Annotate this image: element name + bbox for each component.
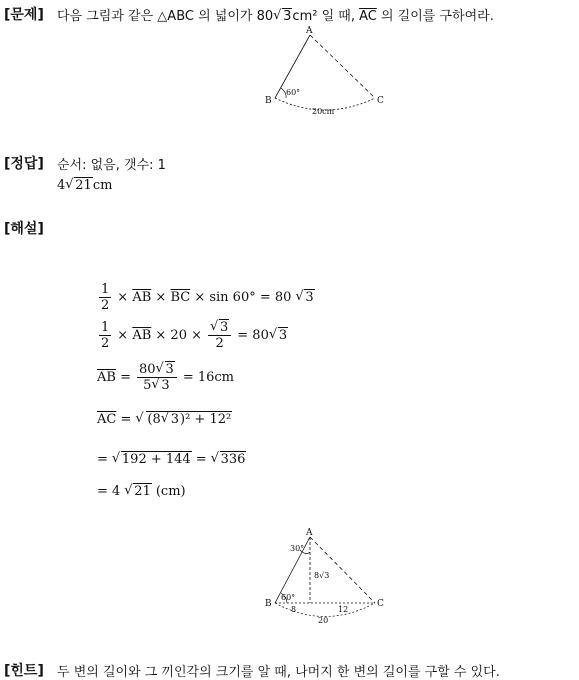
math-line-6: = 4 √ 21 (cm) [97, 484, 186, 499]
math-line-4: $\overline{AC}$ = √ (8 √ 3)² + 12² [97, 412, 232, 427]
solution-label: [해설] [4, 221, 44, 237]
angle-bottom-label: 60° [281, 593, 296, 602]
problem-sqrt: √ 3 [273, 9, 292, 24]
answer-value: 4 √ 21cm [57, 178, 112, 193]
height-label: 8√3 [314, 571, 330, 580]
problem-text-part1: 다음 그림과 같은 △ABC 의 넓이가 80 [57, 9, 274, 24]
math-line-2: $\frac{1}{2}$ × $\overline{AB} \times 20$ × √ $\frac{3}{2}$ = 80 √ 3 [97, 320, 288, 351]
vertex-a-label: A [306, 26, 313, 36]
math-line-1: $\frac{1}{2}$ × $\overline{AB} \times \overline{BC} \times \sin 60^\circ = 80$ √ 3 [97, 282, 315, 313]
math-line-5: = √ 192 + 144 = √ 336 [97, 452, 246, 467]
vertex2-a-label: A [306, 528, 313, 538]
base2-length-label: 20 [318, 616, 329, 625]
angle-top-label: 30° [290, 544, 305, 553]
problem-text-part3: 의 길이를 구하여라. [376, 9, 494, 24]
left-segment-label: 8 [291, 605, 297, 614]
answer-label: [정답] [4, 156, 44, 172]
vertex-c-label: C [377, 96, 384, 106]
problem-text-part2: cm² 일 때, [292, 9, 360, 24]
base2-arc [275, 603, 375, 617]
hint-text: 두 변의 길이와 그 끼인각의 크기를 알 때, 나머지 한 변의 길이를 구할 수 있다. [57, 665, 500, 680]
vertex2-b-label: B [265, 599, 272, 609]
vertex2-c-label: C [377, 599, 384, 609]
problem-segment: $\overline{AC}$ [359, 9, 377, 24]
math-line-3: $\overline{AB}$ = $\frac{80 √ 3}{5 √ 3}$ = 16cm [97, 362, 234, 393]
base-length-label: 20cm [312, 107, 335, 116]
hint-label: [힌트] [4, 663, 44, 679]
side2-ac [310, 537, 375, 603]
right-segment-label: 12 [338, 605, 349, 614]
problem-label: [문제] [4, 7, 44, 23]
vertex-b-label: B [265, 96, 272, 106]
angle-label-1: 60° [286, 88, 301, 97]
answer-meta: 순서: 없음, 갯수: 1 [57, 158, 166, 173]
